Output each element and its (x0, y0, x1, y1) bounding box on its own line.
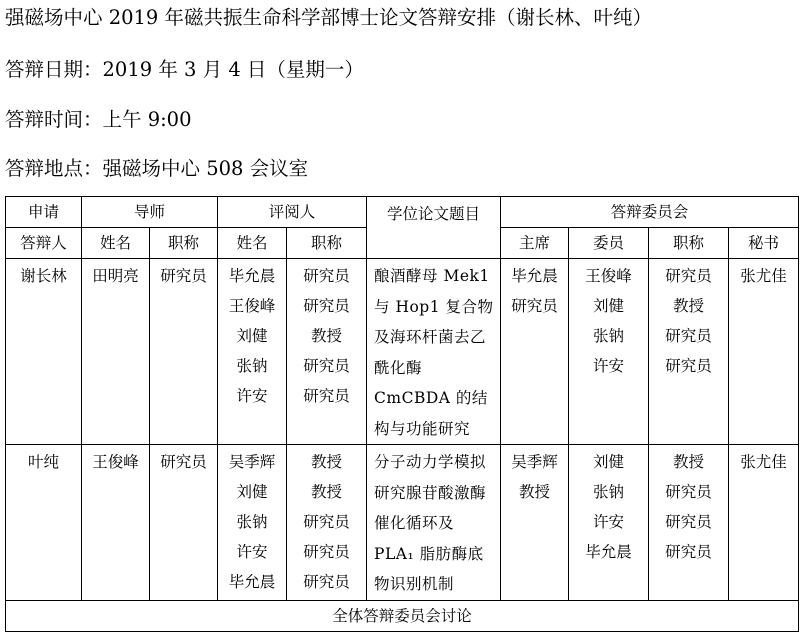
advisor-name: 田明亮 (82, 259, 150, 445)
member-title: 教授 (673, 453, 705, 471)
footer-note: 全体答辩委员会讨论 (6, 600, 799, 631)
committee-member-list (569, 259, 649, 445)
advisor-title: 研究员 (150, 445, 218, 601)
chair-title: 研究员 (511, 297, 558, 315)
member-title: 研究员 (665, 543, 712, 561)
reviewer-name: 许安 (236, 543, 268, 561)
advisor-name: 王俊峰 (82, 445, 150, 601)
table-row (6, 445, 799, 601)
reviewer-name: 张钠 (236, 357, 268, 375)
member-title: 研究员 (665, 513, 712, 531)
advisor-title: 研究员 (150, 259, 218, 445)
committee-member-list (569, 445, 649, 601)
secretary-name: 张尤佳 (729, 259, 799, 445)
reviewer-title-list (287, 259, 367, 445)
reviewer-name: 许安 (236, 387, 268, 405)
member-name: 许安 (593, 513, 625, 531)
member-name: 许安 (593, 357, 625, 375)
reviewer-title: 研究员 (303, 543, 350, 561)
thesis-topic: 酿酒酵母 Mek1 与 Hop1 复合物及海环杆菌去乙酰化酶 CmCBDA 的结构与功能研究 (367, 259, 501, 445)
defense-schedule-table (5, 196, 799, 632)
reviewer-name: 吴季辉 (228, 453, 276, 471)
header-secretary: 秘书 (729, 228, 799, 259)
header-reviewer-name: 姓名 (218, 228, 287, 259)
reviewer-name: 刘健 (236, 327, 268, 345)
committee-member-title-list (649, 445, 729, 601)
member-title: 研究员 (665, 267, 712, 285)
member-title: 研究员 (665, 357, 712, 375)
reviewer-title: 教授 (311, 453, 343, 471)
reviewer-name: 毕允晨 (228, 573, 276, 591)
member-title: 教授 (673, 297, 705, 315)
defense-time: 答辩时间：上午 9:00 (5, 108, 192, 131)
header-reviewer: 评阅人 (218, 197, 367, 228)
reviewer-title: 教授 (311, 483, 343, 501)
header-applicant-top: 申请 (6, 197, 82, 228)
reviewer-title: 研究员 (303, 573, 350, 591)
committee-chair (501, 445, 569, 601)
reviewer-list (218, 259, 287, 445)
header-member-title: 职称 (649, 228, 729, 259)
header-chair: 主席 (501, 228, 569, 259)
reviewer-title-list (287, 445, 367, 601)
header-applicant-bottom: 答辩人 (6, 228, 82, 259)
header-advisor-title: 职称 (150, 228, 218, 259)
header-committee: 答辩委员会 (501, 197, 799, 228)
reviewer-list (218, 445, 287, 601)
footer-row (6, 600, 799, 631)
chair-name: 毕允晨 (511, 267, 558, 285)
reviewer-name: 张钠 (236, 513, 268, 531)
reviewer-title: 研究员 (303, 267, 350, 285)
header-advisor: 导师 (82, 197, 218, 228)
member-title: 研究员 (665, 483, 712, 501)
member-name: 毕允晨 (585, 543, 632, 561)
secretary-name: 张尤佳 (729, 445, 799, 601)
reviewer-name: 刘健 (236, 483, 268, 501)
header-row-1 (6, 197, 799, 228)
reviewer-title: 研究员 (303, 357, 350, 375)
reviewer-title: 研究员 (303, 513, 350, 531)
reviewer-title: 研究员 (303, 297, 350, 315)
member-name: 王俊峰 (585, 267, 632, 285)
member-name: 刘健 (593, 453, 625, 471)
member-name: 张钠 (593, 483, 625, 501)
reviewer-name: 毕允晨 (228, 267, 276, 285)
table-row (6, 259, 799, 445)
reviewer-name: 王俊峰 (228, 297, 276, 315)
member-name: 刘健 (593, 297, 625, 315)
applicant-name: 叶纯 (6, 445, 82, 601)
committee-member-title-list (649, 259, 729, 445)
page-title: 强磁场中心 2019 年磁共振生命科学部博士论文答辩安排（谢长林、叶纯） (5, 6, 653, 29)
thesis-topic: 分子动力学模拟研究腺苷酸激酶催化循环及 PLA₁ 脂肪酶底物识别机制 (367, 445, 501, 601)
defense-location: 答辩地点：强磁场中心 508 会议室 (5, 157, 309, 180)
header-reviewer-title: 职称 (287, 228, 367, 259)
chair-title: 教授 (519, 483, 551, 501)
defense-date: 答辩日期：2019 年 3 月 4 日（星期一） (5, 58, 364, 81)
header-member: 委员 (569, 228, 649, 259)
header-topic: 学位论文题目 (367, 197, 501, 259)
member-title: 研究员 (665, 327, 712, 345)
committee-chair (501, 259, 569, 445)
chair-name: 吴季辉 (511, 453, 558, 471)
applicant-name: 谢长林 (6, 259, 82, 445)
member-name: 张钠 (593, 327, 625, 345)
header-advisor-name: 姓名 (82, 228, 150, 259)
reviewer-title: 研究员 (303, 387, 350, 405)
reviewer-title: 教授 (311, 327, 343, 345)
